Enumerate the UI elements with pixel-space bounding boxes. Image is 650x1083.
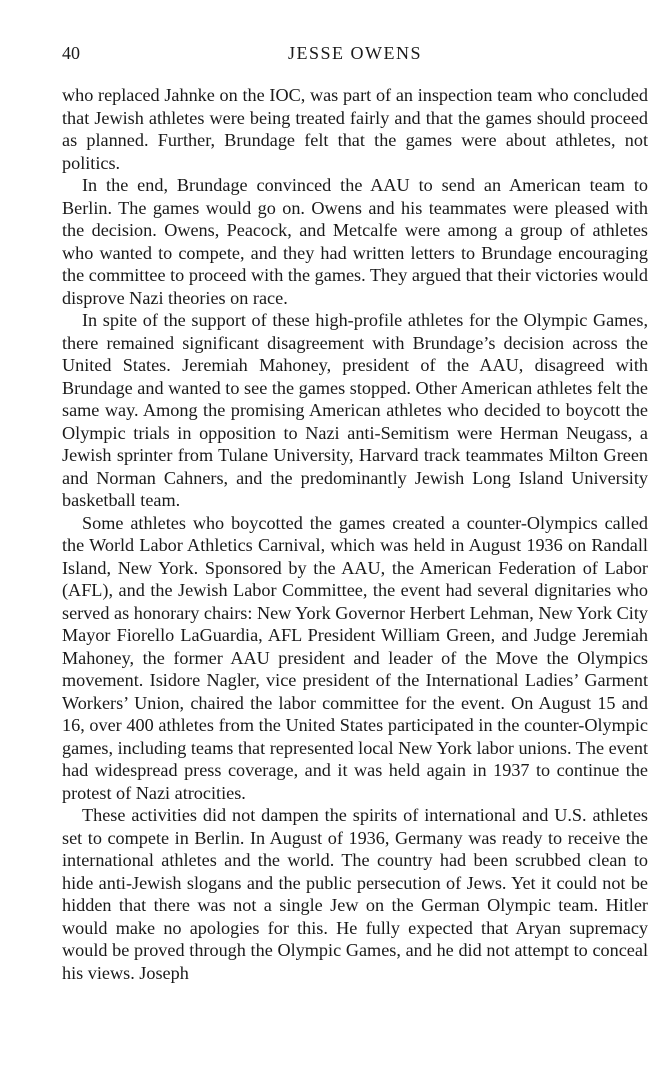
running-head bbox=[62, 38, 648, 68]
body-text bbox=[62, 84, 648, 984]
paragraph: In the end, Brundage convinced the AAU to send an American team to Berlin. The games would go on. Owens and his teammates were pleased with the decision. Owens, Peacock, and Metcalfe were among a group of athletes who wanted to compete, and they had written letters to Brundage encouraging the committee to proceed with the games. They argued that their victories would disprove Nazi theories on race. bbox=[62, 175, 648, 308]
paragraph: Some athletes who boycotted the games created a counter-Olympics called the World Labor Athletics Carnival, which was held in August 1936 on Randall Island, New York. Sponsored by the AAU, the American Federation of Labor (AFL), and the Jewish Labor Committee, the event had several dignitaries who served as honorary chairs: New York Governor Herbert Lehman, New York City Mayor Fiorello LaGuardia, AFL President William Green, and Judge Jeremiah Mahoney, the former AAU president and leader of the Move the Olympics movement. Isidore Nagler, vice president of the International Ladies’ Garment Workers’ Union, chaired the labor committee for the event. On August 15 and 16, over 400 athletes from the United States participated in the counter-Olympic games, including teams that represented local New York labor unions. The event had widespread press coverage, and it was held again in 1937 to continue the protest of Nazi atrocities. bbox=[62, 512, 648, 803]
paragraph: These activities did not dampen the spirits of international and U.S. athletes set to compete in Berlin. In August of 1936, Germany was ready to receive the international athletes and the world. The country had been scrubbed clean to hide anti-Jewish slogans and the public persecution of Jews. Yet it could not be hidden that there was not a single Jew on the German Olympic team. Hitler would make no apologies for this. He fully expected that Aryan supremacy would be proved through the Olympic Games, and he did not attempt to conceal his views. Joseph bbox=[62, 805, 648, 983]
book-page bbox=[62, 38, 648, 984]
paragraph: In spite of the support of these high-profile athletes for the Olympic Games, there remained significant disagreement with Brundage’s decision across the United States. Jeremiah Mahoney, president of the AAU, disagreed with Brundage and wanted to see the games stopped. Other American athletes felt the same way. Among the promising American athletes who decided to boycott the Olympic trials in opposition to Nazi anti-Semitism were Herman Neugass, a Jewish sprinter from Tulane University, Harvard track teammates Milton Green and Norman Cahners, and the predominantly Jewish Long Island University basketball team. bbox=[62, 310, 648, 510]
running-title: JESSE OWENS bbox=[287, 43, 422, 63]
paragraph: who replaced Jahnke on the IOC, was part of an inspection team who concluded that Jewish athletes were being treated fairly and that the games should proceed as planned. Further, Brundage felt that the games were about athletes, not politics. bbox=[62, 85, 648, 173]
page-number: 40 bbox=[62, 43, 80, 63]
